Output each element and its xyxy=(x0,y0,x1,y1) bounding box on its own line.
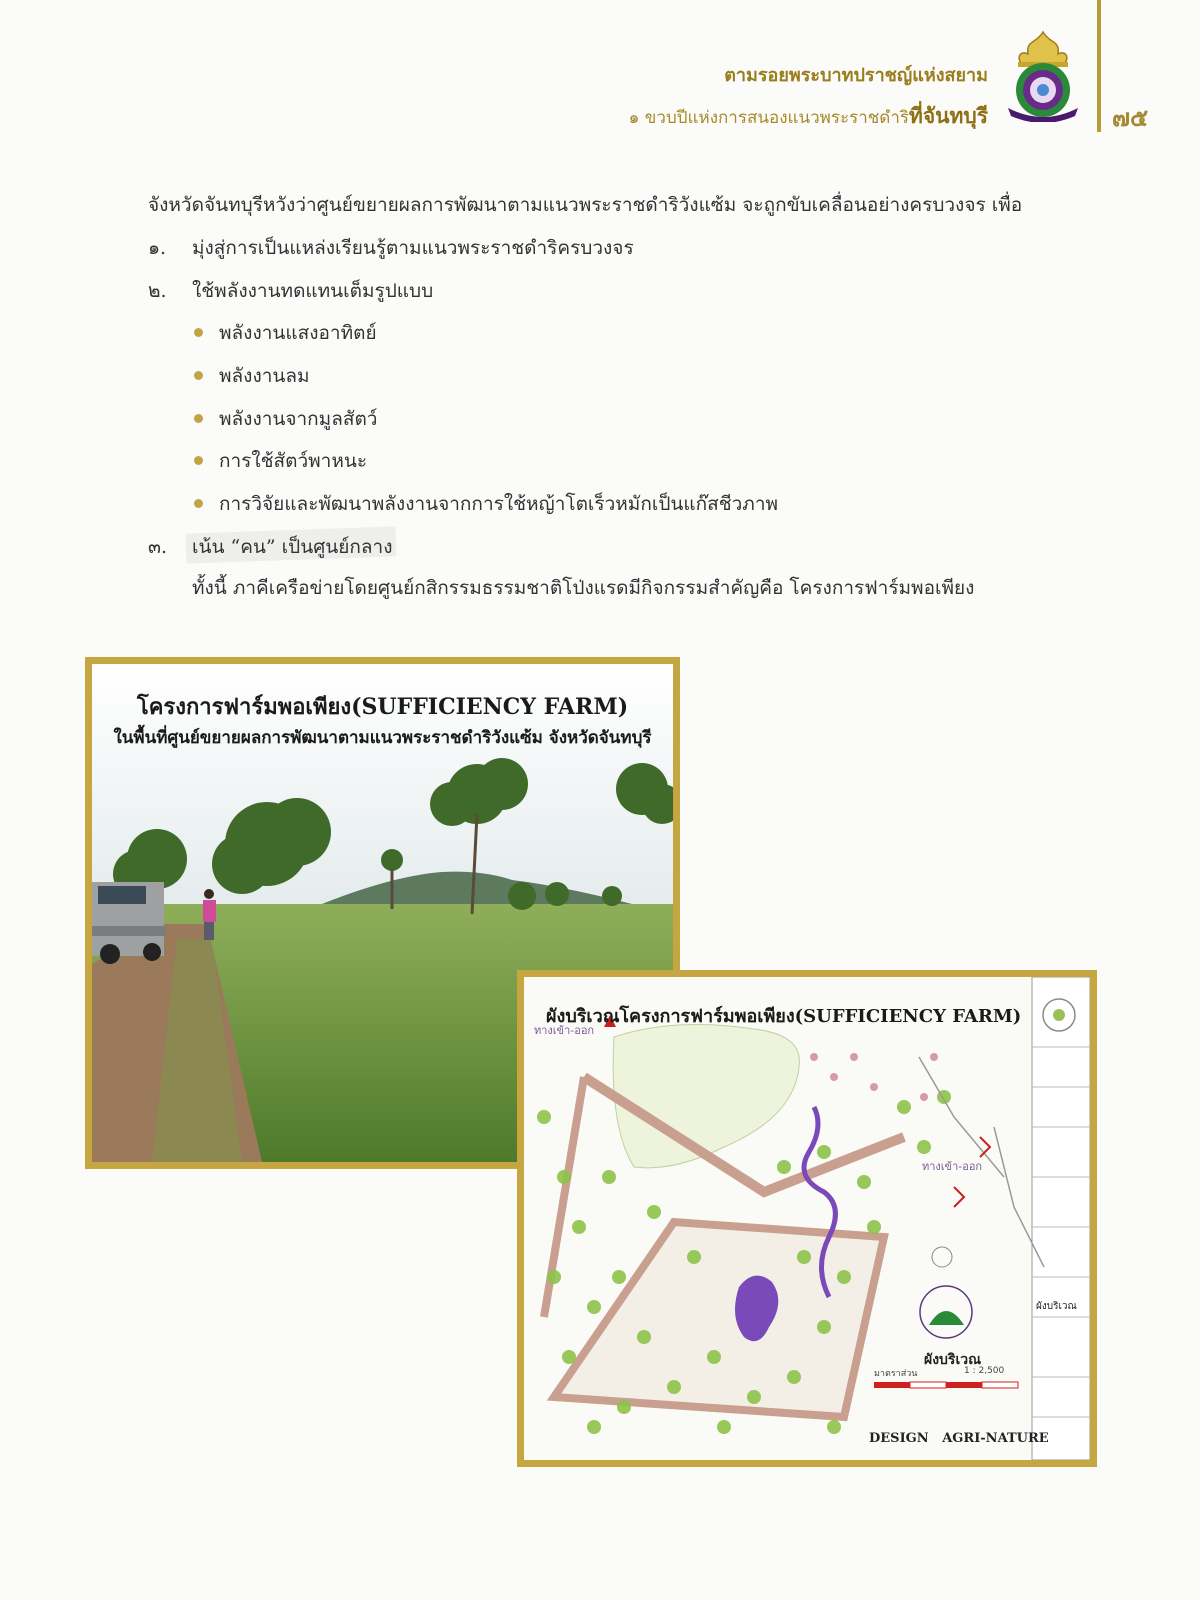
chapter-prefix: ๑ ขวบปีแห่งการสนองแนวพระราชดำริ xyxy=(628,108,910,128)
scale-bar xyxy=(874,1382,1018,1388)
university-seal-icon xyxy=(1000,30,1086,122)
bullet-icon xyxy=(194,328,203,337)
bullet-item xyxy=(194,404,377,434)
scale-label: มาตราส่วน xyxy=(874,1369,918,1379)
bullet-text: พลังงานแสงอาทิตย์ xyxy=(219,322,377,344)
photo-subtitle: ในพื้นที่ศูนย์ขยายผลการพัฒนาตามแนวพระราชดำริวังแซ้ม จังหวัดจันทบุรี xyxy=(113,728,652,748)
closing-paragraph: ทั้งนี้ ภาคีเครือข่ายโดยศูนย์กสิกรรมธรรมชาติโป่งแรดมีกิจกรรมสำคัญคือ โครงการฟาร์มพอเพียง xyxy=(192,577,975,599)
bullet-item xyxy=(194,489,778,519)
site-plan-title: ผังบริเวณโครงการฟาร์มพอเพียง(SUFFICIENCY FARM) xyxy=(546,1006,1022,1027)
bullet-text: การวิจัยและพัฒนาพลังงานจากการใช้หญ้าโตเร็วหมักเป็นแก๊สชีวภาพ xyxy=(219,493,779,515)
bullet-item xyxy=(194,361,310,391)
chapter-title xyxy=(629,100,988,133)
bullet-icon xyxy=(194,456,203,465)
site-plan-frame xyxy=(517,970,1097,1467)
photo-title: โครงการฟาร์มพอเพียง(SUFFICIENCY FARM) xyxy=(136,694,629,720)
header-divider xyxy=(1097,0,1101,132)
series-title: ตามรอยพระบาทปราชญ์แห่งสยาม xyxy=(724,65,988,86)
chapter-place: ที่จันทบุรี xyxy=(909,104,988,128)
legend-title: ผังบริเวณ xyxy=(924,1352,982,1368)
item-1-text: มุ่งสู่การเป็นแหล่งเรียนรู้ตามแนวพระราชดำริครบวงจร xyxy=(192,237,634,259)
item-3-number: ๓. xyxy=(148,536,168,558)
scale-value: 1 : 2,500 xyxy=(964,1366,1005,1376)
bullet-icon xyxy=(194,499,203,508)
entrance-label-top: ทางเข้า-ออก xyxy=(534,1024,595,1037)
pickup-truck xyxy=(92,882,166,964)
bullet-text: พลังงานลม xyxy=(219,365,310,387)
bullet-item xyxy=(194,318,377,348)
page-number: ๗๕ xyxy=(1112,104,1149,132)
bullet-icon xyxy=(194,371,203,380)
sheet-side-label: ผังบริเวณ xyxy=(1036,1301,1077,1312)
bullet-text: พลังงานจากมูลสัตว์ xyxy=(219,408,378,430)
bullet-text: การใช้สัตว์พาหนะ xyxy=(219,450,368,472)
entrance-label-right: ทางเข้า-ออก xyxy=(922,1160,983,1173)
intro-paragraph: จังหวัดจันทบุรีหวังว่าศูนย์ขยายผลการพัฒนาตามแนวพระราชดำริวังแซ้ม จะถูกขับเคลื่อนอย่างครบวงจร เพื่อ xyxy=(148,194,1023,216)
bullet-icon xyxy=(194,414,203,423)
item-2-number: ๒. xyxy=(148,280,167,302)
item-2-text: ใช้พลังงานทดแทนเต็มรูปแบบ xyxy=(192,280,434,302)
item-1-number: ๑. xyxy=(148,237,167,259)
design-credit: DESIGN AGRI-NATURE xyxy=(869,1431,1049,1446)
item-3-text: เน้น “คน” เป็นศูนย์กลาง xyxy=(192,536,393,558)
bullet-item xyxy=(194,446,367,476)
site-plan-drawing xyxy=(524,977,1090,1460)
